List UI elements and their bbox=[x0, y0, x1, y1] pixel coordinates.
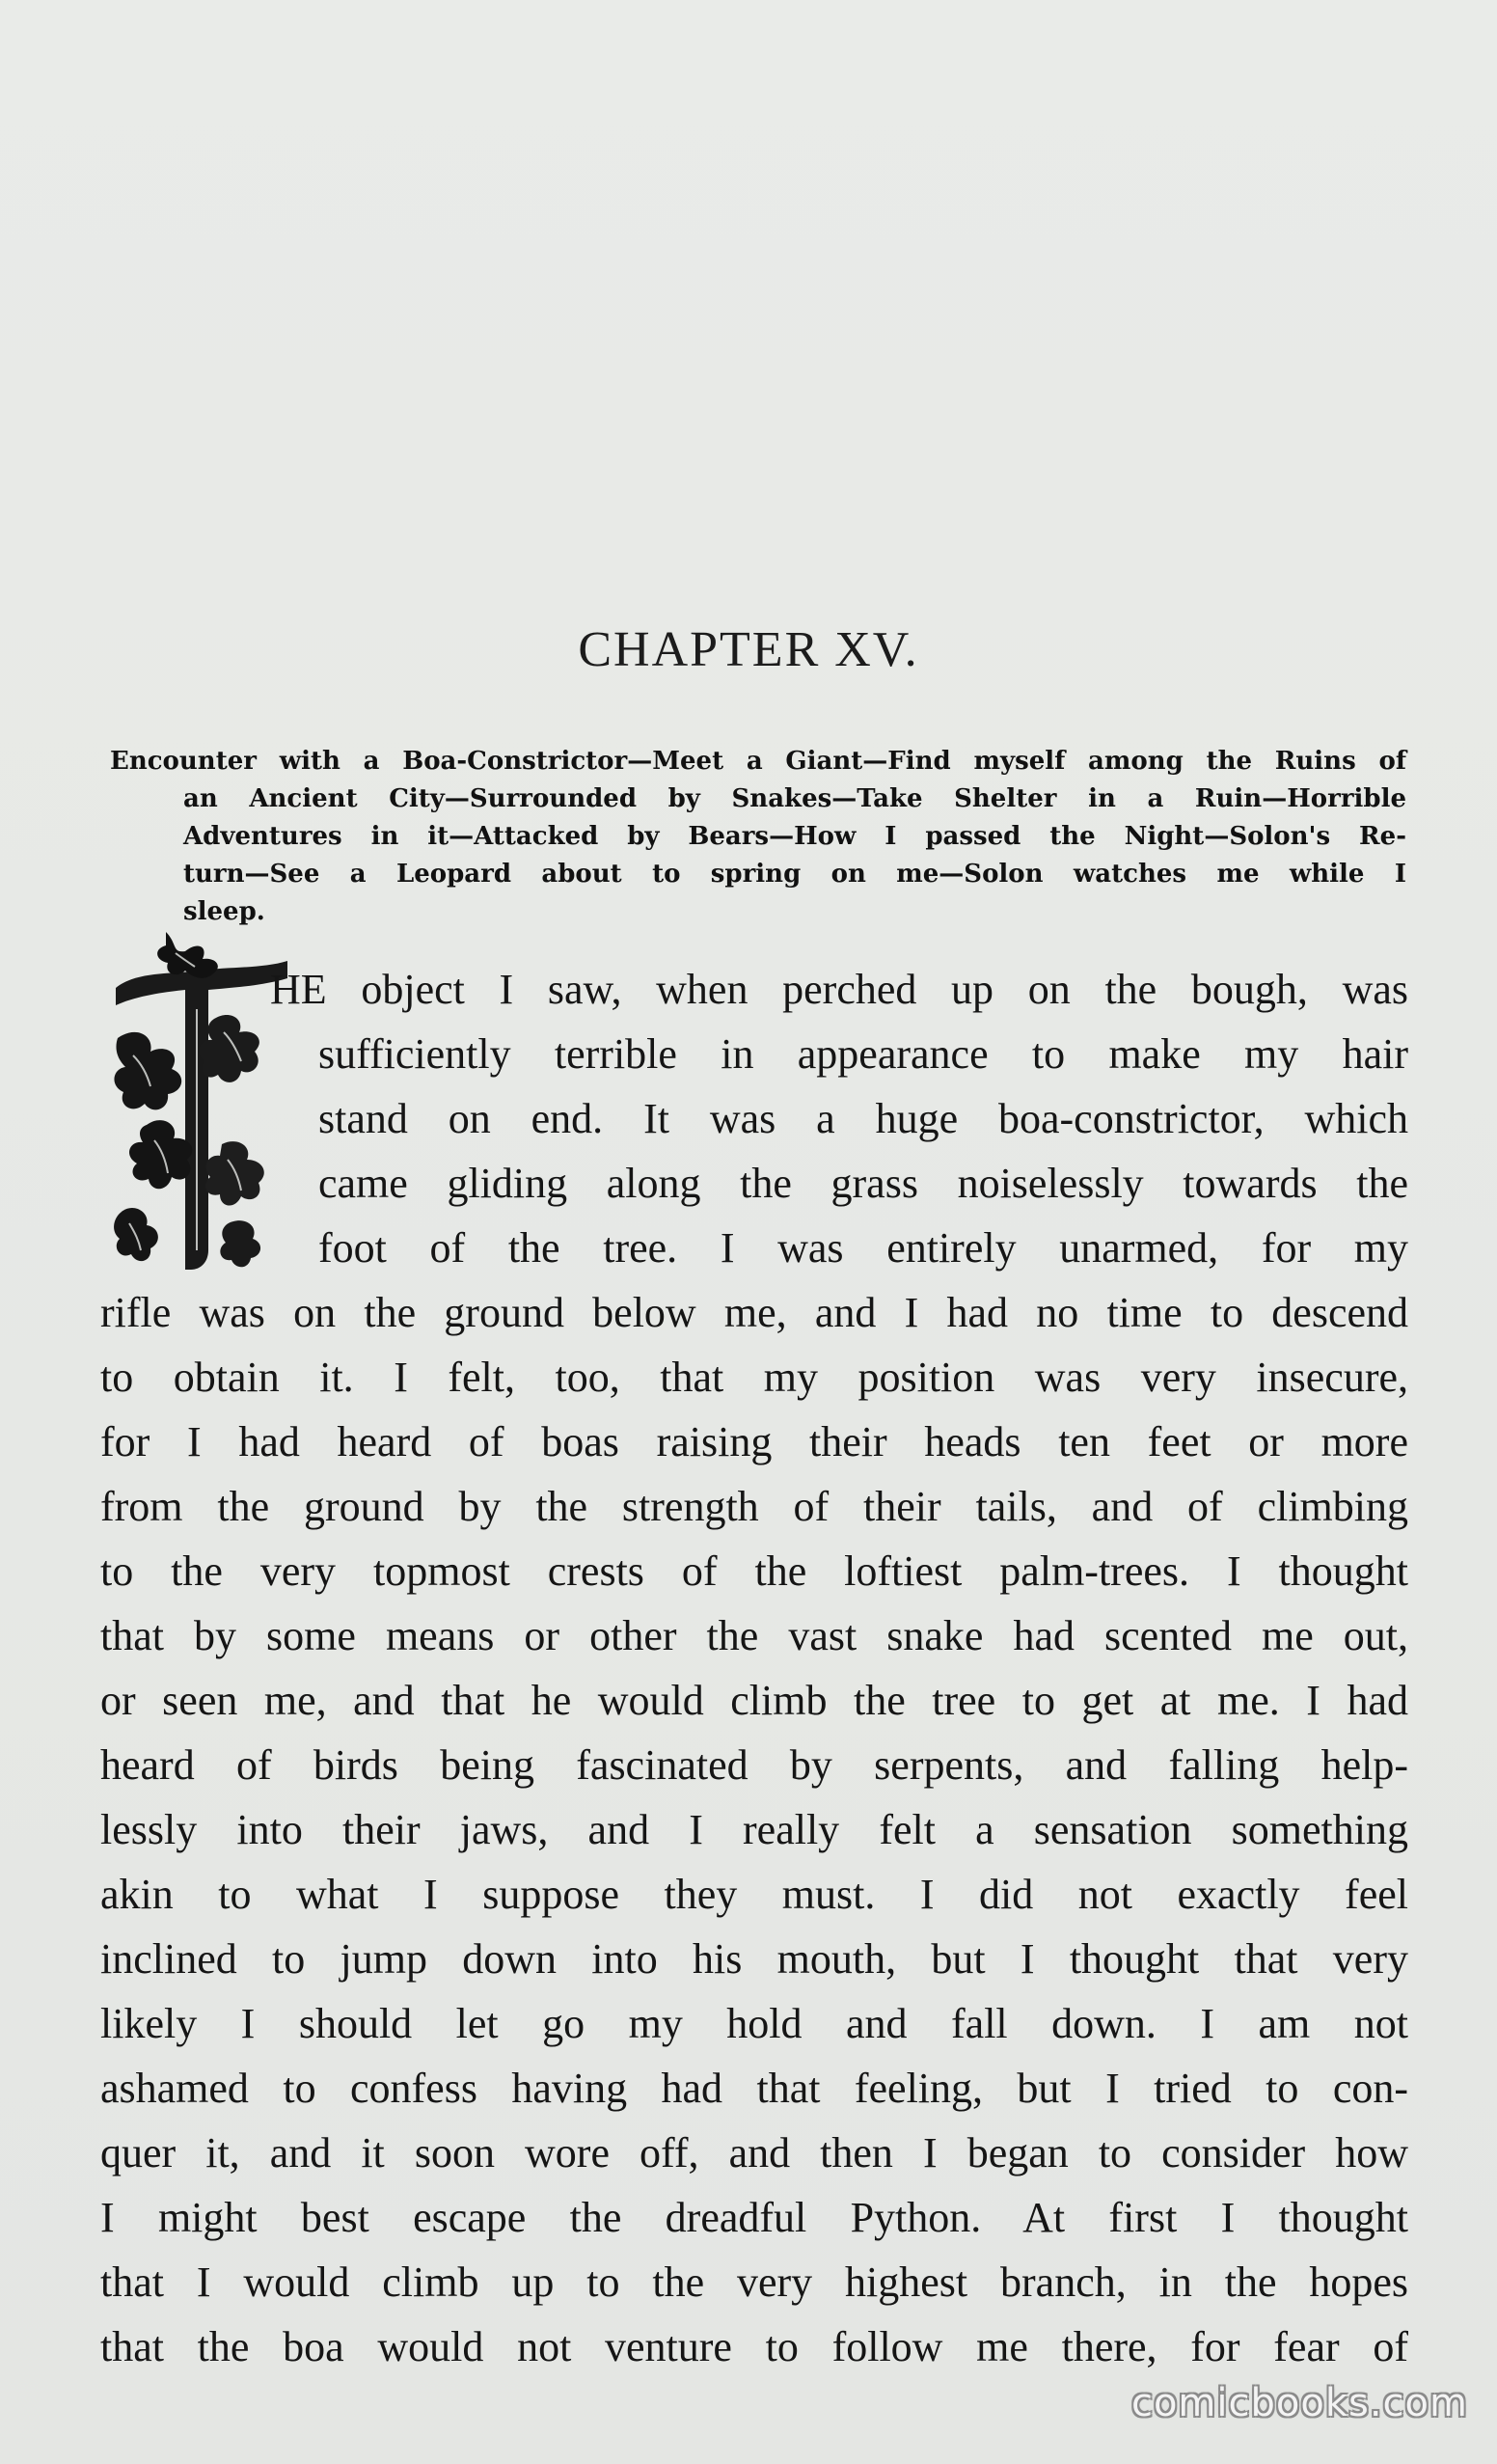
body-line: heard of birds being fascinated by serpents, and falling help- bbox=[100, 1741, 1408, 1789]
body-line: to obtain it. I felt, too, that my position was very insecure, bbox=[100, 1354, 1408, 1401]
body-line: stand on end. It was a huge boa-constrictor, which bbox=[318, 1095, 1408, 1142]
body-line: lessly into their jaws, and I really felt a sensation something bbox=[100, 1806, 1408, 1853]
body-line: sufficiently terrible in appearance to make my hair bbox=[318, 1030, 1408, 1078]
body-line: foot of the tree. I was entirely unarmed, for my bbox=[318, 1224, 1408, 1272]
body-line: or seen me, and that he would climb the tree to get at me. I had bbox=[100, 1677, 1408, 1724]
body-line: that I would climb up to the very highest branch, in the hopes bbox=[100, 2259, 1408, 2306]
synopsis-line: sleep. bbox=[183, 897, 265, 926]
body-line: from the ground by the strength of their tails, and of climbing bbox=[100, 1483, 1408, 1530]
body-line: rifle was on the ground below me, and I had no time to descend bbox=[100, 1289, 1408, 1336]
chapter-title: CHAPTER XV. bbox=[578, 622, 919, 677]
body-line: HE object I saw, when perched up on the bough, was bbox=[270, 966, 1408, 1013]
body-line: I might best escape the dreadful Python. At first I thought bbox=[100, 2194, 1408, 2241]
watermark: comicbooks.com bbox=[1130, 2381, 1468, 2425]
synopsis-line: an Ancient City—Surrounded by Snakes—Take Shelter in a Ruin—Horrible bbox=[183, 784, 1406, 813]
body-line: inclined to jump down into his mouth, but I thought that very bbox=[100, 1935, 1408, 1983]
body-line: ashamed to confess having had that feeling, but I tried to con- bbox=[100, 2065, 1408, 2112]
body-line: likely I should let go my hold and fall down. I am not bbox=[100, 2000, 1408, 2047]
ornamental-dropcap-t bbox=[108, 932, 291, 1279]
body-line: that the boa would not venture to follow me there, for fear of bbox=[100, 2323, 1408, 2370]
body-line: came gliding along the grass noiselessly towards the bbox=[318, 1160, 1408, 1207]
body-line: for I had heard of boas raising their heads ten feet or more bbox=[100, 1418, 1408, 1465]
body-line: akin to what I suppose they must. I did not exactly feel bbox=[100, 1871, 1408, 1918]
body-line: quer it, and it soon wore off, and then I began to consider how bbox=[100, 2129, 1408, 2177]
synopsis-line: turn—See a Leopard about to spring on me—Solon watches me while I bbox=[183, 860, 1406, 889]
synopsis-line: Adventures in it—Attacked by Bears—How I passed the Night—Solon's Re- bbox=[183, 822, 1406, 851]
body-line: to the very topmost crests of the loftiest palm-trees. I thought bbox=[100, 1547, 1408, 1595]
chapter-synopsis bbox=[110, 743, 1406, 931]
body-line: that by some means or other the vast snake had scented me out, bbox=[100, 1612, 1408, 1659]
synopsis-line: Encounter with a Boa-Constrictor—Meet a Giant—Find myself among the Ruins of bbox=[110, 747, 1406, 776]
